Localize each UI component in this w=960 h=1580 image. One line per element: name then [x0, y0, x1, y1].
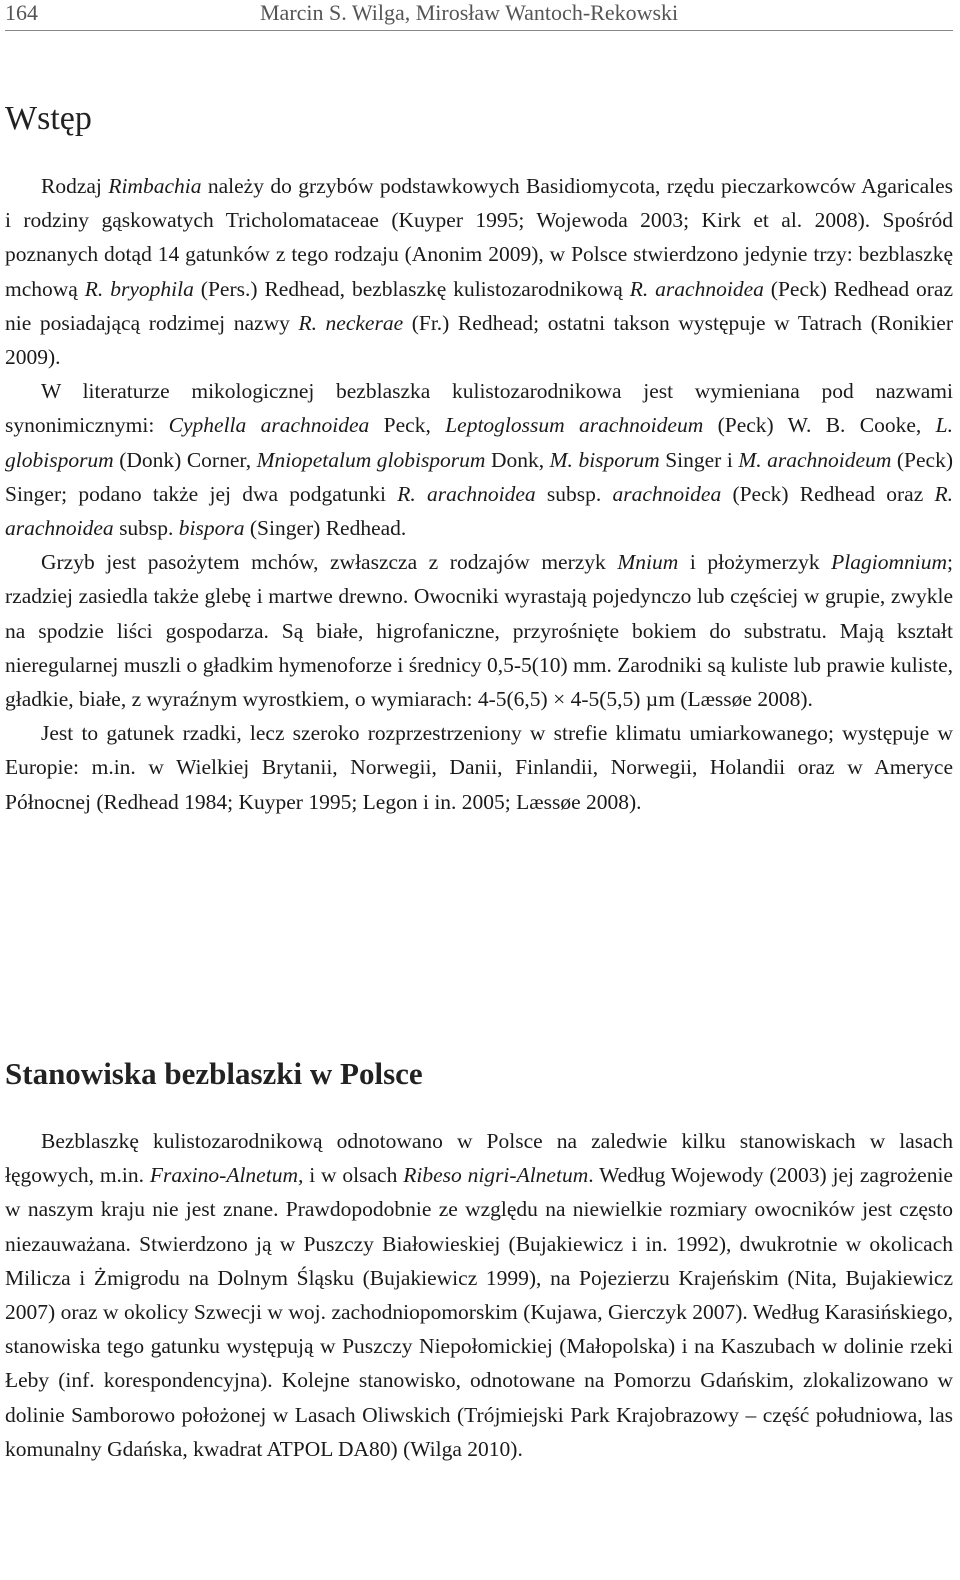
paragraph — [5, 545, 953, 716]
italic-run: arachnoidea — [612, 481, 722, 506]
text-run: Bezblaszkę kulistozarodnikową odnotowano w Polsce na zaledwie kilku stanowiskach w lasach łęgowych, m.in. — [5, 1129, 953, 1188]
text-run: Jest to gatunek rzadki, lecz szeroko rozprzestrzeniony w strefie klimatu umiarkowanego; występuje w Europie: m.in. w Wielkiej Brytanii, Norwegii, Danii, Finlandii, Norwegii, Holandii oraz w Ameryce Północnej (Redhead 1984; Kuyper 1995; Legon i in. 2005; Læssøe 2008). — [5, 721, 953, 814]
text-run: (Singer) Redhead. — [244, 516, 407, 541]
text-run: subsp. — [535, 481, 613, 506]
section-title-sites: Stanowiska bezblaszki w Polsce — [5, 1056, 423, 1091]
italic-run: Leptoglossum arachnoideum — [445, 413, 704, 438]
italic-run: M. bisporum — [549, 447, 660, 472]
paragraph — [5, 716, 953, 819]
italic-run: R. bryophila — [84, 276, 194, 301]
text-run: . Według Wojewody (2003) jej zagrożenie w naszym kraju nie jest znane. Prawdopodobnie ze względu na niewielkie rozmiary owocników jest często niezauważana. Stwierdzono ją w Puszczy Białowieskiej (Bujakiewicz i in. 1992), dwukrotnie w okolicach Milicza i Żmigrodu na Dolnym Śląsku (Bujakiewicz 1999), na Pojezierzu Krajeńskim (Nita, Bujakiewicz 2007) oraz w okolicy Szwecji w woj. zachodniopomorskim (Kujawa, Gierczyk 2007). Według Karasińskiego, stanowiska tego gatunku występują w Puszczy Niepołomickiej (Małopolska) i na Kaszubach w dolinie rzeki Łeby (inf. korespondencyjna). Kolejne stanowisko, odnotowane na Pomorzu Gdańskim, zlokalizowano w dolinie Samborowo położonej w Lasach Oliwskich (Trójmiejski Park Krajobrazowy – część południowa, las komunalny Gdańska, kwadrat ATPOL DA80) (Wilga 2010). — [5, 1163, 953, 1461]
text-run: Singer i — [659, 447, 739, 472]
page-number: 164 — [5, 0, 38, 25]
text-run: Peck, — [369, 413, 446, 438]
text-run: (Peck) Singer; podano także jej dwa podgatunki — [5, 447, 953, 506]
text-run: Grzyb jest pasożytem mchów, zwłaszcza z rodzajów merzyk — [41, 550, 618, 575]
italic-run: R. arachnoidea — [629, 276, 764, 301]
text-run: i płożymerzyk — [678, 550, 832, 575]
italic-run: L. globisporum — [5, 413, 953, 472]
paragraph — [5, 169, 953, 374]
italic-run: M. arachnoideum — [738, 447, 892, 472]
italic-run: R. arachnoidea — [5, 481, 954, 541]
running-title: Marcin S. Wilga, Mirosław Wantoch-Rekowski — [260, 0, 679, 25]
italic-run: Plagiomnium — [831, 550, 948, 575]
paragraph — [5, 374, 953, 545]
italic-run: Cyphella arachnoidea — [168, 413, 370, 438]
text-run: Donk, — [485, 447, 550, 472]
page-header — [5, 0, 953, 31]
text-run: (Peck) Redhead oraz — [721, 481, 935, 506]
italic-run: Ribeso nigri-Alnetum — [403, 1163, 589, 1188]
section-title-intro: Wstęp — [5, 100, 92, 137]
text-run: należy do grzybów podstawkowych Basidiomycota, rzędu pieczarkowców Agaricales i rodziny gąskowatych Tricholomataceae (Kuyper 1995; Wojewoda 2003; Kirk et al. 2008). Spośród poznanych dotąd 14 gatunków z tego rodzaju (Anonim 2009), w Polsce stwierdzono jedynie trzy: bezblaszkę mchową — [5, 174, 953, 301]
section-intro-body — [5, 169, 953, 819]
text-run: (Peck) W. B. Cooke, — [703, 413, 936, 438]
italic-run: Mnium — [617, 550, 679, 575]
text-run: W literaturze mikologicznej bezblaszka kulistozarodnikowa jest wymieniana pod nazwami synonimicznymi: — [5, 379, 953, 438]
text-run: (Pers.) Redhead, bezblaszkę kulistozarodnikową — [193, 276, 630, 301]
text-run: subsp. — [113, 516, 179, 541]
text-run: i w olsach — [303, 1163, 404, 1188]
italic-run: bispora — [178, 516, 245, 541]
paragraph — [5, 1124, 953, 1466]
text-run: Rodzaj — [41, 174, 109, 198]
italic-run: R. arachnoidea — [397, 481, 536, 506]
text-run: (Peck) Redhead oraz nie posiadającą rodzimej nazwy — [5, 276, 953, 335]
section-sites-body — [5, 1124, 953, 1466]
italic-run: R. neckerae — [298, 310, 404, 335]
text-run: (Donk) Corner, — [113, 447, 257, 472]
text-run: (Fr.) Redhead; ostatni takson występuje w Tatrach (Ronikier 2009). — [5, 310, 953, 370]
italic-run: Rimbachia — [108, 174, 202, 198]
text-run: ; rzadziej zasiedla także glebę i martwe drewno. Owocniki wyrastają pojedynczo lub częściej w grupie, zwykle na spodzie liści gospodarza. Są białe, higrofaniczne, przyrośnięte bokiem do substratu. Mają kształt nieregularnej muszli o gładkim hymenoforze i średnicy 0,5-5(10) mm. Zarodniki są kuliste lub prawie kuliste, gładkie, białe, z wyraźnym wyrostkiem, o wymiarach: 4-5(6,5) × 4-5(5,5) µm (Læssøe 2008). — [5, 550, 953, 712]
italic-run: Fraxino-Alnetum, — [149, 1163, 304, 1188]
italic-run: Mniopetalum globisporum — [256, 447, 486, 472]
